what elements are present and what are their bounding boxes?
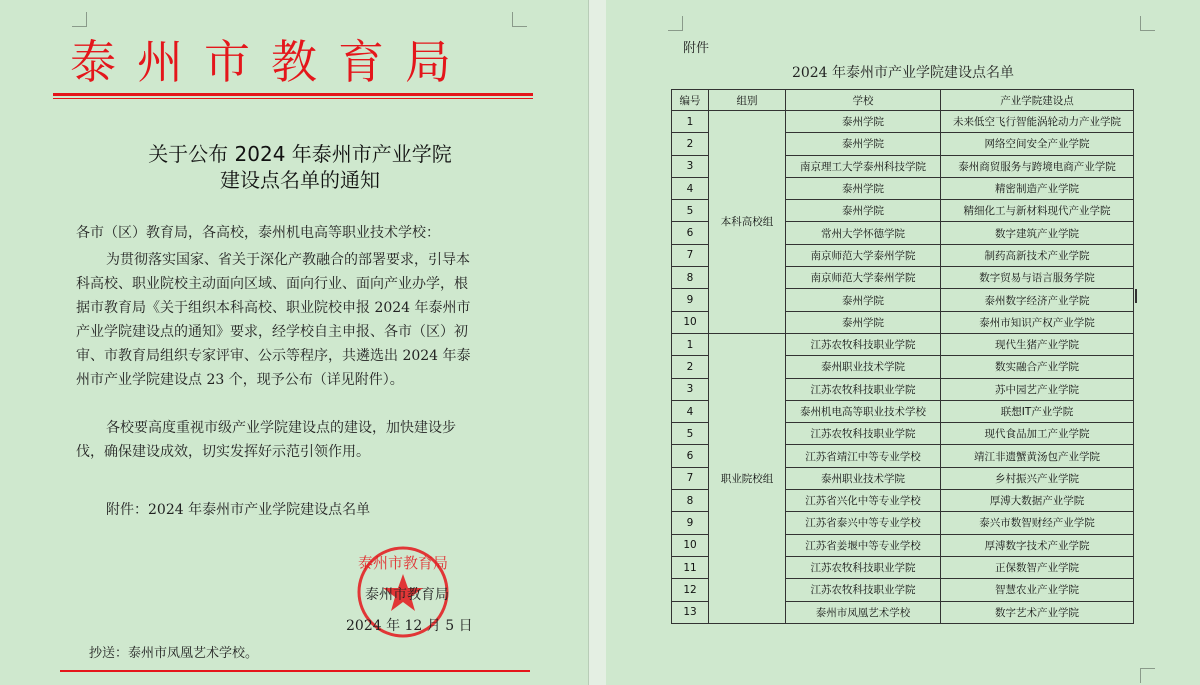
row-number: 13 (672, 601, 709, 623)
college-name: 现代生猪产业学院 (941, 333, 1134, 355)
row-number: 7 (672, 244, 709, 266)
college-name: 数实融合产业学院 (941, 356, 1134, 378)
row-number: 8 (672, 490, 709, 512)
salutation: 各市（区）教育局，各高校，泰州机电高等职业技术学校： (76, 225, 440, 241)
header-school: 学校 (786, 90, 941, 111)
school-name: 江苏省兴化中等专业学校 (786, 490, 941, 512)
school-name: 江苏农牧科技职业学院 (786, 579, 941, 601)
school-name: 南京师范大学泰州学院 (786, 267, 941, 289)
roster-body (672, 111, 1134, 624)
roster-table (671, 89, 1134, 624)
row-number: 6 (672, 445, 709, 467)
row-number: 1 (672, 111, 709, 133)
row-number: 2 (672, 133, 709, 155)
college-name: 乡村振兴产业学院 (941, 467, 1134, 489)
body-line: 各校要高度重视市级产业学院建设点的建设，加快建设步 (106, 420, 456, 436)
table-row (672, 333, 1134, 355)
table-row (672, 111, 1134, 133)
crop-mark (668, 16, 683, 31)
college-name: 数字建筑产业学院 (941, 222, 1134, 244)
body-line: 为贯彻落实国家、省关于深化产教融合的部署要求，引导本 (106, 252, 470, 268)
body-paragraph-1 (76, 248, 496, 392)
row-number: 8 (672, 267, 709, 289)
school-name: 南京理工大学泰州科技学院 (786, 155, 941, 177)
college-name: 数字贸易与语言服务学院 (941, 267, 1134, 289)
college-name: 现代食品加工产业学院 (941, 423, 1134, 445)
school-name: 泰州职业技术学院 (786, 356, 941, 378)
college-name: 泰州数字经济产业学院 (941, 289, 1134, 311)
body-line: 伐，确保建设成效，切实发挥好示范引领作用。 (76, 444, 370, 460)
school-name: 江苏农牧科技职业学院 (786, 423, 941, 445)
school-name: 泰州学院 (786, 177, 941, 199)
school-name: 泰州市凤凰艺术学校 (786, 601, 941, 623)
issuer-letterhead: 泰州市教育局 (70, 35, 472, 89)
college-name: 正保数智产业学院 (941, 556, 1134, 578)
row-number: 10 (672, 534, 709, 556)
school-name: 泰州学院 (786, 133, 941, 155)
header-group: 组别 (709, 90, 786, 111)
school-name: 泰州机电高等职业技术学校 (786, 400, 941, 422)
attachment-label: 附件 (683, 41, 710, 56)
college-name: 数字艺术产业学院 (941, 601, 1134, 623)
school-name: 江苏农牧科技职业学院 (786, 556, 941, 578)
issuer-signature: 泰州市教育局 (365, 587, 449, 603)
school-name: 常州大学怀德学院 (786, 222, 941, 244)
crop-mark (1140, 16, 1155, 31)
header-no: 编号 (672, 90, 709, 111)
school-name: 泰州学院 (786, 111, 941, 133)
college-name: 厚溥大数据产业学院 (941, 490, 1134, 512)
school-name: 江苏农牧科技职业学院 (786, 378, 941, 400)
school-name: 泰州学院 (786, 200, 941, 222)
college-name: 精密制造产业学院 (941, 177, 1134, 199)
school-name: 江苏省靖江中等专业学校 (786, 445, 941, 467)
issue-date: 2024 年 12 月 5 日 (346, 618, 473, 634)
body-line: 据市教育局《关于组织本科高校、职业院校申报 2024 年泰州市 (76, 300, 471, 316)
row-number: 9 (672, 289, 709, 311)
letterhead-red-rule-thin (53, 98, 533, 99)
row-number: 5 (672, 423, 709, 445)
college-name: 制药高新技术产业学院 (941, 244, 1134, 266)
college-name: 未来低空飞行智能涡轮动力产业学院 (941, 111, 1134, 133)
school-name: 江苏农牧科技职业学院 (786, 333, 941, 355)
crop-mark (1140, 668, 1155, 683)
group-name: 本科高校组 (709, 111, 786, 334)
college-name: 厚溥数字技术产业学院 (941, 534, 1134, 556)
row-number: 6 (672, 222, 709, 244)
footer-rule (60, 670, 530, 672)
row-number: 9 (672, 512, 709, 534)
seal-text: 泰州市教育局 (357, 554, 449, 572)
letterhead-red-rule (53, 93, 533, 96)
college-name: 靖江非遗蟹黄汤包产业学院 (941, 445, 1134, 467)
college-name: 精细化工与新材料现代产业学院 (941, 200, 1134, 222)
crop-mark (72, 12, 87, 27)
school-name: 江苏省姜堰中等专业学校 (786, 534, 941, 556)
school-name: 江苏省泰兴中等专业学校 (786, 512, 941, 534)
school-name: 南京师范大学泰州学院 (786, 244, 941, 266)
row-number: 2 (672, 356, 709, 378)
row-number: 4 (672, 400, 709, 422)
text-cursor (1135, 289, 1137, 303)
row-number: 4 (672, 177, 709, 199)
table-header-row (672, 90, 1134, 111)
row-number: 11 (672, 556, 709, 578)
table-title: 2024 年泰州市产业学院建设点名单 (791, 65, 1015, 81)
row-number: 10 (672, 311, 709, 333)
school-name: 泰州学院 (786, 311, 941, 333)
attachment-note: 附件：2024 年泰州市产业学院建设点名单 (106, 502, 371, 518)
college-name: 泰州市知识产权产业学院 (941, 311, 1134, 333)
school-name: 泰州职业技术学院 (786, 467, 941, 489)
college-name: 苏中园艺产业学院 (941, 378, 1134, 400)
body-line: 审、市教育局组织专家评审、公示等程序，共遴选出 2024 年泰 (76, 348, 471, 364)
row-number: 3 (672, 155, 709, 177)
header-college: 产业学院建设点 (941, 90, 1134, 111)
row-number: 5 (672, 200, 709, 222)
page-gutter (588, 0, 608, 685)
crop-mark (512, 12, 527, 27)
body-paragraph-2 (76, 416, 496, 464)
notice-title-line-2: 建设点名单的通知 (220, 168, 380, 192)
body-line: 产业学院建设点的通知》要求，经学校自主申报、各市（区）初 (76, 324, 468, 340)
row-number: 7 (672, 467, 709, 489)
college-name: 智慧农业产业学院 (941, 579, 1134, 601)
college-name: 泰州商贸服务与跨境电商产业学院 (941, 155, 1134, 177)
row-number: 3 (672, 378, 709, 400)
row-number: 1 (672, 333, 709, 355)
group-name: 职业院校组 (709, 333, 786, 623)
row-number: 12 (672, 579, 709, 601)
cc-line: 抄送：泰州市凤凰艺术学校。 (89, 646, 259, 661)
school-name: 泰州学院 (786, 289, 941, 311)
body-line: 州市产业学院建设点 23 个，现予公布（详见附件）。 (76, 372, 404, 388)
body-line: 科高校、职业院校主动面向区域、面向行业、面向产业办学，根 (76, 276, 468, 292)
college-name: 网络空间安全产业学院 (941, 133, 1134, 155)
notice-title-line-1: 关于公布 2024 年泰州市产业学院 (148, 142, 452, 166)
college-name: 联想IT产业学院 (941, 400, 1134, 422)
college-name: 泰兴市数智财经产业学院 (941, 512, 1134, 534)
